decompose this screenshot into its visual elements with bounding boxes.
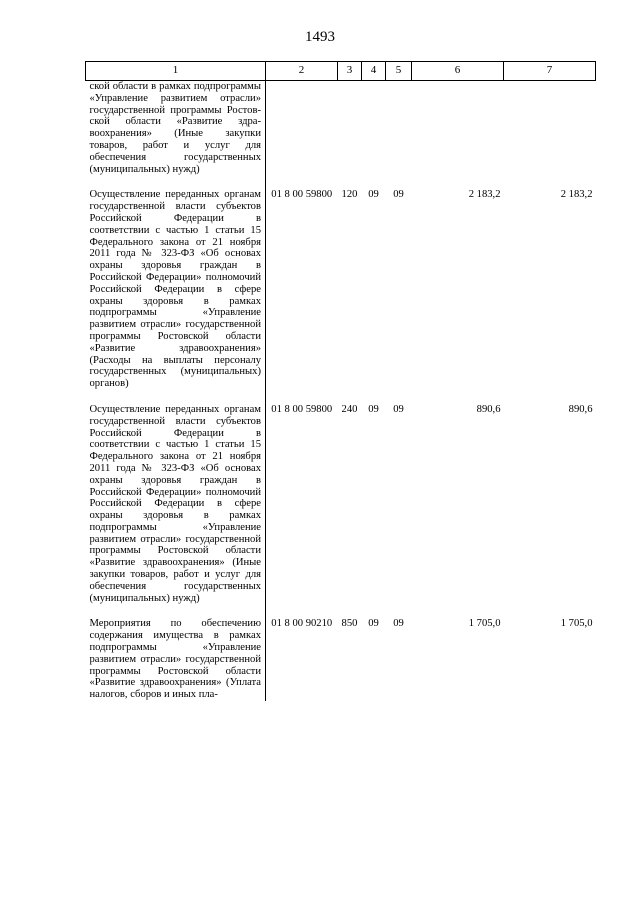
column-header-3: 3 — [338, 62, 362, 81]
row-amount-1: 2 183,2 — [468, 189, 501, 201]
table-row — [86, 189, 596, 390]
table-header-row — [86, 62, 596, 81]
row-amount-1 — [412, 81, 504, 176]
row-description: ской области в рамках подпрограммы «Управление развитием отрасли» государственной программы Ростовской области «Развитие здравоохранения» (Иные закупки товаров, работ и услуг для обеспечения государственных (муниципальных) нужд) — [86, 81, 266, 176]
row-amount-2: 1 705,0 — [560, 618, 593, 630]
budget-table — [85, 61, 596, 701]
row-amount-2 — [504, 81, 596, 176]
row-spacer — [86, 604, 596, 618]
column-header-2: 2 — [266, 62, 338, 81]
column-header-6: 6 — [412, 62, 504, 81]
row-expense-type — [338, 81, 362, 176]
row-section: 09 — [368, 189, 379, 201]
table-row — [86, 81, 596, 176]
row-target-code: 01 8 00 59800 — [271, 189, 333, 201]
row-subsection: 09 — [393, 403, 404, 415]
row-spacer — [86, 390, 596, 404]
row-amount-1: 890,6 — [476, 403, 501, 415]
row-target-code: 01 8 00 90210 — [271, 618, 333, 630]
row-subsection: 09 — [393, 618, 404, 630]
row-target-code — [266, 81, 338, 176]
row-target-code: 01 8 00 59800 — [271, 403, 333, 415]
row-expense-type: 240 — [341, 403, 358, 415]
column-header-1: 1 — [86, 62, 266, 81]
column-header-5: 5 — [386, 62, 412, 81]
row-description: Мероприятия по обеспечению содержания имущества в рамках подпрограммы «Управление развитием отрасли» государственной программы Ростовской области «Развитие здравоохранения» (Уплата налогов, сборов и иных пла- — [86, 618, 266, 701]
row-amount-2: 2 183,2 — [560, 189, 593, 201]
row-spacer — [86, 175, 596, 189]
row-expense-type: 850 — [341, 618, 358, 630]
row-section: 09 — [368, 618, 379, 630]
table-row — [86, 618, 596, 701]
row-amount-2: 890,6 — [568, 403, 593, 415]
row-description: Осуществление переданных органам государственной власти субъектов Российской Федерации в соответствии с частью 1 статьи 15 Федерального закона от 21 ноября 2011 года № 323-ФЗ «Об основах охраны здоровья граждан в Российской Федерации» полномочий Российской Федерации в сфере охраны здоровья в рамках подпрограммы «Управление развитием отрасли» государственной программы Ростовской области «Развитие здравоохранения» (Расходы на выплаты персоналу государственных (муниципальных) органов) — [86, 189, 266, 390]
column-header-4: 4 — [362, 62, 386, 81]
row-subsection — [386, 81, 412, 176]
table-row — [86, 404, 596, 605]
row-amount-1: 1 705,0 — [468, 618, 501, 630]
row-description: Осуществление переданных органам государственной власти субъектов Российской Федерации в соответствии с частью 1 статьи 15 Федерального закона от 21 ноября 2011 года № 323-ФЗ «Об основах охраны здоровья граждан в Российской Федерации» полномочий Российской Федерации в сфере охраны здоровья в рамках подпрограммы «Управление развитием отрасли» государственной программы Ростовской области «Развитие здравоохранения» (Иные закупки товаров, работ и услуг для обеспечения государственных (муниципальных) нужд) — [86, 404, 266, 605]
page-number: 1493 — [305, 29, 335, 45]
row-section: 09 — [368, 403, 379, 415]
row-expense-type: 120 — [341, 189, 358, 201]
column-header-7: 7 — [504, 62, 596, 81]
row-subsection: 09 — [393, 189, 404, 201]
row-section — [362, 81, 386, 176]
